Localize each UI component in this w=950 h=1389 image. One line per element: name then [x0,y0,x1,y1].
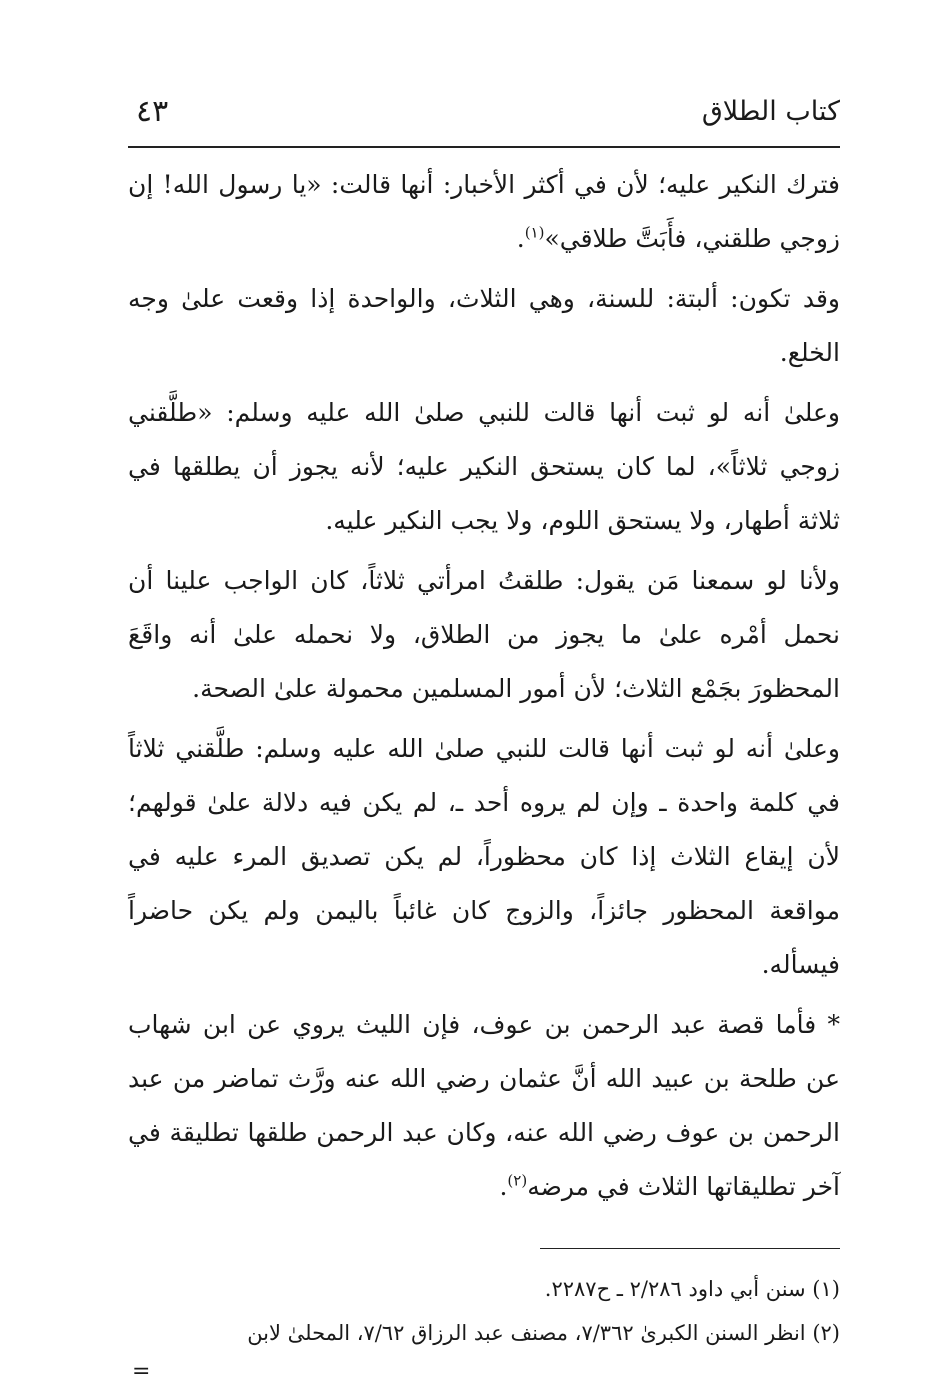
page-number: ٤٣ [136,94,169,129]
continuation-mark: = [132,1359,151,1384]
paragraph-2: وقد تكون: ألبتة: للسنة، وهي الثلاث، والواحدة إذا وقعت علىٰ وجه الخلع. [128,284,840,367]
paragraph-1-text: فترك النكير عليه؛ لأن في أكثر الأخبار: أنها قالت: «يا رسول الله! إن زوجي طلقني، فأَبَتَّ طلاقي» [128,170,840,253]
page-body [128,158,840,1214]
paragraph-3: وعلىٰ أنه لو ثبت أنها قالت للنبي صلىٰ الله عليه وسلم: «طلَّقني زوجي ثلاثاً»، لما كان يستحق النكير عليه؛ لأنه يجوز أن يطلقها في ثلاثة أطهار، ولا يستحق اللوم، ولا يجب النكير عليه. [128,398,840,535]
paragraph-1-tail: . [516,224,525,253]
footnote-1: (١) سنن أبي داود ٢/٢٨٦ ـ ح٢٢٨٧. [544,1277,840,1301]
footnote-separator [540,1248,840,1249]
paragraph-4: ولأنا لو سمعنا مَن يقول: طلقتُ امرأتي ثلاثاً، كان الواجب علينا أن نحمل أمْره علىٰ ما يجوز من الطلاق، ولا نحمله علىٰ أنه واقَعَ المحظورَ بجَمْع الثلاث؛ لأن أمور المسلمين محمولة علىٰ الصحة. [128,566,840,703]
page [128,90,840,1389]
running-title: كتاب الطلاق [701,96,840,127]
paragraph-6-tail: . [499,1172,508,1201]
paragraph-5: وعلىٰ أنه لو ثبت أنها قالت للنبي صلىٰ الله عليه وسلم: طلَّقني ثلاثاً في كلمة واحدة ـ وإن لم يروه أحد ـ، لم يكن فيه دلالة علىٰ قولهم؛ لأن إيقاع الثلاث إذا كان محظوراً، لم يكن تصديق المرء عليه في مواقعة المحظور جائزاً، والزوج كان غائباً باليمن ولم يكن حاضراً فيسأله. [128,734,840,979]
paragraph-6 [128,998,840,1214]
page-header [128,90,840,148]
footnotes [128,1267,840,1389]
paragraph-6-text: * فأما قصة عبد الرحمن بن عوف، فإن الليث يروي عن ابن شهاب عن طلحة بن عبيد الله أنَّ عثمان رضي الله عنه ورَّث تماضر من عبد الرحمن بن عوف رضي الله عنه، وكان عبد الرحمن طلقها تطليقة في آخر تطليقاتها الثلاث في مرضه [128,1010,840,1201]
footnote-2: (٢) انظر السنن الكبرىٰ ٧/٣٦٢، مصنف عبد الرزاق ٧/٦٢، المحلىٰ لابن [247,1321,840,1345]
paragraph-1 [128,158,840,266]
footnote-ref-2: (٢) [507,1171,528,1190]
footnote-ref-1: (١) [524,223,545,242]
